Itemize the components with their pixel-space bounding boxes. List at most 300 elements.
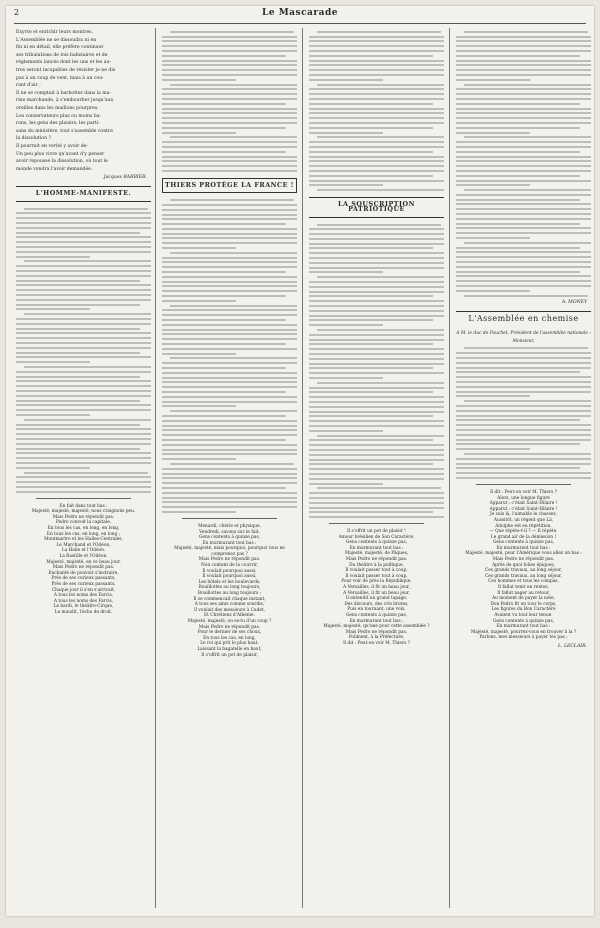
- article-heading: L'HOMME-MANIFESTE.: [16, 186, 151, 201]
- text-line-placeholder: [16, 328, 140, 330]
- text-line-placeholder: [162, 170, 297, 172]
- text-line-placeholder: [162, 290, 297, 292]
- text-line-placeholder: [456, 357, 591, 359]
- text-line-placeholder: [162, 348, 297, 350]
- article-body: [456, 347, 591, 479]
- text-line: Mais Pedro ne répondit pas.: [345, 629, 408, 635]
- text-line-placeholder: [456, 175, 580, 177]
- text-line-placeholder: [309, 295, 433, 297]
- text-line: Le maudit, l'écho de droit.: [54, 609, 113, 615]
- text-line-placeholder: [162, 247, 236, 249]
- poem: [456, 490, 591, 641]
- text-line-placeholder: [309, 281, 444, 283]
- text-line: — Que répète-t-il ? — Il répète.: [489, 529, 558, 535]
- text-line-placeholder: [317, 136, 444, 138]
- text-line-placeholder: [16, 342, 151, 344]
- text-line-placeholder: [456, 74, 591, 76]
- text-line-placeholder: [162, 127, 286, 129]
- masthead-rule: [14, 23, 586, 24]
- text-line-placeholder: [309, 497, 444, 499]
- text-line-placeholder: [456, 463, 591, 465]
- text-line-placeholder: [16, 409, 151, 411]
- text-line-placeholder: [456, 213, 591, 215]
- text-line-placeholder: [16, 376, 140, 378]
- text-line-placeholder: [162, 40, 297, 42]
- article-body: [16, 208, 151, 493]
- text-line-placeholder: [309, 165, 444, 167]
- text-line: En murmurant tout bas :: [349, 618, 404, 624]
- text-line: En murmurant tout bas :: [496, 624, 551, 630]
- text-line-placeholder: [456, 395, 530, 397]
- text-line: Du théâtre à la politique,: [349, 562, 404, 568]
- text-line-placeholder: [456, 381, 591, 383]
- text-line: Gens contents à quinze pas,: [345, 540, 408, 546]
- text-line-placeholder: [162, 69, 297, 71]
- text-line-placeholder: [16, 284, 151, 286]
- text-line-placeholder: [162, 55, 286, 57]
- article-signature: Jacques BARBIER.: [103, 175, 147, 181]
- text-line: Il dit : Peut-on voir M. Thiers ?: [490, 489, 557, 495]
- text-line: Poliment, à la Préfecture,: [348, 635, 405, 641]
- text-line-placeholder: [162, 74, 297, 76]
- text-line: Au moment de payer la note,: [491, 596, 556, 602]
- text-line-placeholder: [162, 439, 286, 441]
- text-line: Il s'offrit un pot de plaisir !: [347, 529, 406, 535]
- text-line: En tous les cas, en long, en long ;: [46, 531, 121, 537]
- text-line-placeholder: [170, 199, 294, 201]
- text-line: Gens contents à quinze pas,: [492, 540, 555, 546]
- text-line-placeholder: [464, 453, 591, 455]
- text-line-placeholder: [170, 305, 297, 307]
- text-line-placeholder: [16, 332, 151, 334]
- text-line: La Bastille et l'Odéon.: [59, 554, 108, 560]
- text-line-placeholder: [162, 429, 297, 431]
- text-line-placeholder: [162, 449, 297, 451]
- text-line-placeholder: [309, 387, 444, 389]
- text-line: Pour le dernier de ses choux,: [197, 630, 262, 636]
- text-line-placeholder: [16, 347, 151, 349]
- text-line-placeholder: [309, 468, 444, 470]
- text-line-placeholder: [309, 141, 444, 143]
- text-line-placeholder: [162, 511, 236, 513]
- text-line-placeholder: [162, 209, 297, 211]
- text-line-placeholder: [456, 237, 530, 239]
- text-line: Ces grands travaux, au long séjour,: [484, 568, 563, 574]
- text-line-placeholder: [309, 50, 444, 52]
- text-line-placeholder: [170, 31, 294, 33]
- text-line-placeholder: [162, 151, 286, 153]
- text-line: En tous les cas, en long,: [203, 635, 256, 641]
- text-line-placeholder: [456, 266, 591, 268]
- text-line: Majesté, majesté, en ce beau jour.: [46, 559, 121, 565]
- text-line-placeholder: [309, 310, 444, 312]
- text-line-placeholder: [456, 45, 591, 47]
- text-line-placeholder: [16, 265, 151, 267]
- text-line-placeholder: [16, 232, 140, 234]
- text-line: En tous les cas, en long, en long,: [47, 526, 120, 532]
- text-line-placeholder: [456, 472, 591, 474]
- text-line-placeholder: [16, 356, 151, 358]
- text-line-placeholder: [16, 212, 151, 214]
- text-line-placeholder: [16, 390, 151, 392]
- text-line-placeholder: [16, 280, 140, 282]
- text-line-placeholder: [16, 352, 140, 354]
- text-line-placeholder: [162, 112, 297, 114]
- text-line-placeholder: [162, 501, 297, 503]
- text-line: Les conservateurs plus ou moins ba-: [16, 113, 101, 119]
- text-line: Il se commencait chaque instant,: [193, 596, 266, 602]
- text-line: Ces grands travaux, au long séjour,: [484, 573, 563, 579]
- article-text: [162, 31, 297, 172]
- article-body: [309, 224, 444, 519]
- text-line-placeholder: [162, 218, 297, 220]
- text-line: fin ni en détail, elle préfère continuer: [16, 45, 104, 51]
- text-line-placeholder: [464, 136, 591, 138]
- text-line-placeholder: [456, 88, 591, 90]
- text-line-placeholder: [309, 401, 444, 403]
- text-line-placeholder: [309, 348, 444, 350]
- text-line-placeholder: [456, 251, 591, 253]
- text-line-placeholder: [456, 117, 591, 119]
- article-heading: LA SOUSCRIPTION PATRIOTIQUE: [309, 197, 444, 217]
- text-line-placeholder: [162, 103, 286, 105]
- text-line-placeholder: [317, 382, 444, 384]
- text-line-placeholder: [456, 165, 591, 167]
- text-line-placeholder: [309, 324, 383, 326]
- text-line: Ces hommes et tous les compas,: [488, 579, 559, 585]
- text-line-placeholder: [309, 511, 433, 513]
- text-line-placeholder: [162, 146, 297, 148]
- text-line: A tous ses amis comme sourdis,: [194, 602, 265, 608]
- text-line-placeholder: [309, 257, 444, 259]
- text-line-placeholder: [309, 112, 444, 114]
- text-line-placeholder: [162, 444, 297, 446]
- text-line-placeholder: [16, 337, 151, 339]
- text-line-placeholder: [464, 347, 588, 349]
- text-line-placeholder: [162, 338, 297, 340]
- text-line-placeholder: [162, 64, 297, 66]
- text-line-placeholder: [317, 487, 441, 489]
- text-line-placeholder: [456, 371, 580, 373]
- text-line-placeholder: [309, 40, 444, 42]
- text-line-placeholder: [162, 79, 236, 81]
- text-line-placeholder: [456, 132, 530, 134]
- text-line-placeholder: [309, 358, 444, 360]
- text-line-placeholder: [456, 367, 591, 369]
- text-line-placeholder: [16, 448, 140, 450]
- text-line-placeholder: [309, 377, 383, 379]
- text-line: rant d'air ;: [16, 83, 41, 89]
- text-line: Bouillottes au long toujours,: [198, 585, 261, 591]
- text-line-placeholder: [309, 45, 444, 47]
- text-line-placeholder: [456, 60, 591, 62]
- poem: [309, 529, 444, 646]
- article-signature: A. MONEY: [561, 299, 587, 305]
- text-line-placeholder: [309, 64, 444, 66]
- text-line-placeholder: [16, 414, 90, 416]
- text-line-placeholder: [456, 112, 591, 114]
- text-line-placeholder: [309, 415, 433, 417]
- text-line-placeholder: [162, 88, 297, 90]
- text-line-placeholder: [464, 31, 588, 33]
- text-line-placeholder: [309, 262, 444, 264]
- divider: [36, 498, 131, 499]
- text-line-placeholder: [456, 79, 530, 81]
- text-line-placeholder: [162, 477, 297, 479]
- text-line-placeholder: [464, 189, 591, 191]
- text-line-placeholder: [456, 50, 591, 52]
- text-line: Mais Pedro ne répondit pas.: [198, 624, 261, 630]
- text-line: Il fallut nager au retour,: [497, 590, 550, 596]
- text-line-placeholder: [16, 304, 140, 306]
- text-line-placeholder: [162, 271, 286, 273]
- text-line-placeholder: [309, 454, 444, 456]
- text-line: Des discours, des cris brutes,: [344, 601, 409, 607]
- text-line-placeholder: [24, 472, 148, 474]
- text-line-placeholder: [309, 291, 444, 293]
- text-line-placeholder: [16, 270, 151, 272]
- text-line: A Versailles, il fit un beau jour,: [343, 585, 410, 591]
- text-line: Puis en tournant, une voix,: [347, 607, 406, 613]
- text-line-placeholder: [309, 175, 433, 177]
- text-line-placeholder: [309, 396, 444, 398]
- text-line-placeholder: [456, 208, 591, 210]
- text-line-placeholder: [309, 271, 383, 273]
- column-4: [456, 28, 591, 908]
- article-text: [309, 31, 444, 191]
- text-line: Don Pedro fit un tour le corps,: [490, 601, 557, 607]
- column-separator: [302, 28, 303, 908]
- text-line-placeholder: [309, 406, 444, 408]
- text-line-placeholder: [309, 160, 444, 162]
- text-line: rons, les gens des plaisirs, les parti-: [16, 121, 100, 127]
- text-line-placeholder: [309, 516, 444, 518]
- text-line: Il ne se comptait à barbotter dans la ma-: [16, 90, 112, 96]
- text-line: La Halle et l'Odéon.: [61, 548, 106, 554]
- text-line-placeholder: [309, 372, 444, 374]
- text-line-placeholder: [162, 285, 297, 287]
- text-line-placeholder: [162, 324, 297, 326]
- text-line: Il pourrait en verité y avoir de-: [16, 143, 88, 149]
- text-line-placeholder: [456, 271, 580, 273]
- text-line-placeholder: [309, 267, 444, 269]
- text-line-placeholder: [162, 343, 286, 345]
- article-body: [162, 199, 297, 513]
- text-line-placeholder: [170, 136, 297, 138]
- text-line: Il voulait pourquoi aussi,: [202, 568, 257, 574]
- text-line-placeholder: [456, 36, 591, 38]
- text-line: Majesté, majesté, mais pourquoi, pourquoi tous ne: [174, 546, 285, 552]
- text-line: Menardi, chérie et physique,: [198, 523, 261, 529]
- divider: [182, 518, 277, 519]
- text-line-placeholder: [16, 457, 151, 459]
- text-line-placeholder: [162, 242, 297, 244]
- text-line-placeholder: [456, 448, 530, 450]
- text-line-placeholder: [309, 93, 444, 95]
- text-line-placeholder: [317, 329, 444, 331]
- text-line-placeholder: [162, 93, 297, 95]
- text-line-placeholder: [16, 433, 151, 435]
- text-line: Gens contents à quinze pas,: [345, 613, 408, 619]
- text-line-placeholder: [162, 295, 286, 297]
- text-line-placeholder: [309, 473, 444, 475]
- text-line-placeholder: [16, 380, 151, 382]
- text-line: Le roi qui prit le plus haut.: [200, 641, 259, 647]
- column-3: [309, 28, 444, 908]
- text-line-placeholder: [162, 204, 297, 206]
- text-line-placeholder: [456, 146, 591, 148]
- text-line: Majesté, majesté, pourrez-vous en trouver à la ?: [470, 629, 577, 635]
- text-line-placeholder: [309, 492, 444, 494]
- text-line-placeholder: [162, 237, 297, 239]
- text-line: Apparut : c'était Saint-Hilaire !: [489, 501, 558, 507]
- text-line-placeholder: [309, 343, 433, 345]
- divider: [329, 523, 424, 524]
- divider: [476, 484, 571, 485]
- text-line: Majesté, majesté, majesté, nous craignons peu.: [31, 509, 136, 515]
- column-separator: [449, 28, 450, 908]
- text-line-placeholder: [309, 170, 444, 172]
- text-line: Vendredi, savons sur le fait.: [199, 529, 260, 535]
- text-line-placeholder: [309, 180, 444, 182]
- text-line-placeholder: [317, 84, 444, 86]
- text-line-placeholder: [456, 439, 591, 441]
- page-number: 2: [14, 8, 20, 17]
- text-line-placeholder: [162, 377, 297, 379]
- text-line-placeholder: [456, 127, 580, 129]
- text-line-placeholder: [309, 425, 444, 427]
- text-line-placeholder: [309, 88, 444, 90]
- text-line-placeholder: [309, 228, 444, 230]
- text-line-placeholder: [309, 233, 444, 235]
- text-line-placeholder: [162, 396, 297, 398]
- text-line-placeholder: [456, 156, 591, 158]
- text-line-placeholder: [309, 420, 444, 422]
- text-line-placeholder: [16, 323, 151, 325]
- text-line-placeholder: [309, 98, 444, 100]
- text-line-placeholder: [464, 242, 591, 244]
- text-line-placeholder: [24, 366, 151, 368]
- text-line-placeholder: [456, 285, 591, 287]
- text-line-placeholder: [309, 411, 444, 413]
- text-line-placeholder: [456, 69, 591, 71]
- text-line: Les figures du Bon Caractère: [491, 607, 556, 613]
- text-line: ses tribulations de lois balnéaires et de: [16, 52, 108, 58]
- text-line: Il dit : Peut-on voir M. Thiers ?: [343, 640, 410, 646]
- text-line-placeholder: [464, 84, 591, 86]
- text-line-placeholder: [162, 420, 297, 422]
- text-line-placeholder: [456, 275, 591, 277]
- text-line-placeholder: [162, 434, 297, 436]
- text-line-placeholder: [162, 132, 236, 134]
- text-line-placeholder: [456, 290, 530, 292]
- text-line: Après de quoi folies épiques,: [492, 562, 555, 568]
- text-line-placeholder: [162, 165, 297, 167]
- text-line-placeholder: [464, 295, 588, 297]
- text-line-placeholder: [309, 444, 444, 446]
- text-line-placeholder: [456, 232, 591, 234]
- text-line-placeholder: [16, 438, 151, 440]
- letter-salutation: Monsieur,: [512, 339, 535, 345]
- text-line-placeholder: [162, 261, 297, 263]
- text-line: L'Assemblée ne se dissoudra ni en: [16, 37, 97, 43]
- text-line-placeholder: [309, 122, 444, 124]
- text-line-placeholder: [162, 36, 297, 38]
- text-line: comprenez pas ?: [211, 551, 248, 557]
- text-line-placeholder: [16, 256, 90, 258]
- text-line: Le bardi, le théâtre-Cirque,: [53, 604, 114, 610]
- text-line-placeholder: [456, 93, 591, 95]
- text-line-placeholder: [162, 276, 297, 278]
- text-line-placeholder: [162, 497, 297, 499]
- text-line-placeholder: [16, 289, 151, 291]
- text-line-placeholder: [170, 357, 297, 359]
- text-line-placeholder: [309, 79, 383, 81]
- poem: [162, 524, 297, 658]
- text-line-placeholder: [456, 458, 591, 460]
- text-line-placeholder: [16, 486, 151, 488]
- text-line: En fait dans tout bas :: [59, 503, 108, 509]
- text-line: A tous les noms des Farcis,: [53, 598, 114, 604]
- text-line-placeholder: [162, 381, 297, 383]
- text-line-placeholder: [162, 506, 297, 508]
- text-line: Il voulait passer tout à coup,: [345, 573, 408, 579]
- text-line-placeholder: [162, 367, 286, 369]
- text-line: Mais Pedro ne répondit pas.: [345, 557, 408, 563]
- text-line: Un peu plus vivre qu'avant d'y penser: [16, 151, 105, 157]
- text-line-placeholder: [24, 313, 151, 315]
- text-line: Il voulait pourquoi aussi,: [202, 574, 257, 580]
- text-line: Près de ses curieux passants,: [51, 582, 116, 588]
- text-line-placeholder: [456, 415, 591, 417]
- text-line: Je suis là, l'aimable le chassez,: [490, 512, 557, 518]
- text-line-placeholder: [16, 217, 151, 219]
- text-line: Il fallut tenir en rentes,: [498, 585, 549, 591]
- text-line: Mais Pedro ne répondit pas.: [198, 557, 261, 563]
- text-line: Adolphe est en répétition.: [495, 523, 552, 529]
- text-line: Pedro convoit la capitale,: [55, 520, 112, 526]
- text-line: Parlons, mes messieurs à payer tes pas ;: [479, 635, 568, 641]
- text-line-placeholder: [309, 430, 383, 432]
- text-line: A Versailles, il fit un beau jour,: [343, 590, 410, 596]
- text-line-placeholder: [162, 482, 297, 484]
- text-line-placeholder: [162, 386, 297, 388]
- text-line: Exyvte et enrichir leurs montres.: [16, 30, 94, 35]
- text-line-placeholder: [309, 305, 444, 307]
- text-line-placeholder: [456, 386, 591, 388]
- text-line: Enchanté de pouvoir s'instruire,: [48, 570, 119, 576]
- text-line: Majesté, majesté, pour l'Amérique vous allez un bas :: [465, 551, 582, 557]
- text-line-placeholder: [162, 257, 297, 259]
- text-line: Apparut : c'était Saint-Hilaire !: [489, 506, 558, 512]
- text-line-placeholder: [162, 233, 297, 235]
- text-line-placeholder: [170, 252, 297, 254]
- text-line-placeholder: [309, 103, 433, 105]
- text-line-placeholder: [456, 98, 591, 100]
- text-line-placeholder: [162, 266, 297, 268]
- text-line-placeholder: [456, 429, 591, 431]
- text-line-placeholder: [16, 241, 151, 243]
- text-line: Près de ses curieux passants,: [51, 576, 116, 582]
- text-line: Il s'offrit un pot de plaisir,: [201, 652, 258, 658]
- text-line-placeholder: [16, 371, 151, 373]
- text-line-placeholder: [309, 146, 444, 148]
- text-line-placeholder: [456, 424, 591, 426]
- text-line-placeholder: [170, 84, 297, 86]
- text-line-placeholder: [456, 64, 591, 66]
- article-heading: THIERS PROTÈGE LA FRANCE !: [162, 178, 297, 193]
- text-line-placeholder: [16, 476, 151, 478]
